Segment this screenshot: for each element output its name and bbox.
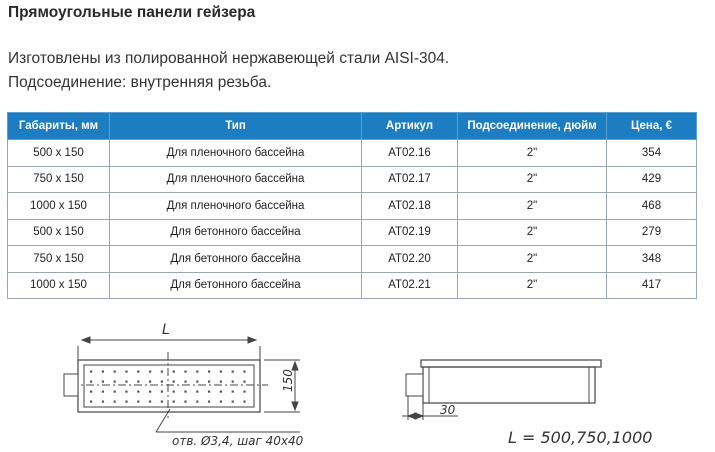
perforation-hole <box>184 381 186 383</box>
perforation-hole <box>149 401 151 403</box>
length-label: L <box>162 322 170 338</box>
cell-price: 348 <box>607 246 697 273</box>
perforation-hole <box>184 401 186 403</box>
cell-type: Для пленочного бассейна <box>110 166 362 193</box>
header-dimensions: Габариты, мм <box>8 113 110 140</box>
cell-connection: 2" <box>458 272 607 299</box>
perforation-hole <box>114 391 116 393</box>
holes-note: отв. Ø3,4, шаг 40x40 <box>172 434 304 448</box>
cell-price: 429 <box>607 166 697 193</box>
header-price: Цена, € <box>607 113 697 140</box>
perforation-hole <box>125 401 127 403</box>
cell-type: Для бетонного бассейна <box>110 272 362 299</box>
header-connection: Подсоединение, дюйм <box>458 113 607 140</box>
cell-dimensions: 500 x 150 <box>8 219 110 246</box>
cell-type: Для пленочного бассейна <box>110 140 362 167</box>
cell-article: AT02.20 <box>362 246 458 273</box>
perforation-hole <box>196 401 198 403</box>
perforation-hole <box>220 371 222 373</box>
cell-dimensions: 750 x 150 <box>8 246 110 273</box>
perforation-hole <box>196 391 198 393</box>
perforation-hole <box>90 391 92 393</box>
perforation-hole <box>90 401 92 403</box>
cell-article: AT02.17 <box>362 166 458 193</box>
cell-article: AT02.16 <box>362 140 458 167</box>
perforation-hole <box>173 371 175 373</box>
perforation-hole <box>125 371 127 373</box>
perforation-hole <box>102 391 104 393</box>
perforation-hole <box>243 371 245 373</box>
cell-connection: 2" <box>458 219 607 246</box>
perforation-hole <box>208 391 210 393</box>
offset-dimension-label: 30 <box>440 403 456 417</box>
cell-price: 279 <box>607 219 697 246</box>
cell-type: Для бетонного бассейна <box>110 246 362 273</box>
perforation-hole <box>114 381 116 383</box>
cell-connection: 2" <box>458 193 607 220</box>
perforation-hole <box>102 371 104 373</box>
cell-dimensions: 1000 x 150 <box>8 193 110 220</box>
perforation-hole <box>232 391 234 393</box>
perforation-hole <box>161 371 163 373</box>
cell-dimensions: 750 x 150 <box>8 166 110 193</box>
perforation-hole <box>208 381 210 383</box>
perforation-hole <box>161 401 163 403</box>
perforation-hole <box>243 391 245 393</box>
cell-dimensions: 1000 x 150 <box>8 272 110 299</box>
perforation-hole <box>196 381 198 383</box>
perforation-hole <box>149 371 151 373</box>
cell-article: AT02.21 <box>362 272 458 299</box>
description-material: Изготовлены из полированной нержавеющей стали AISI-304. <box>8 50 450 67</box>
cell-dimensions: 500 x 150 <box>8 140 110 167</box>
cell-type: Для пленочного бассейна <box>110 193 362 220</box>
perforation-hole <box>208 371 210 373</box>
perforation-hole <box>149 381 151 383</box>
page-title: Прямоугольные панели гейзера <box>8 4 256 21</box>
perforation-hole <box>137 371 139 373</box>
perforation-hole <box>184 391 186 393</box>
cell-price: 417 <box>607 272 697 299</box>
perforation-hole <box>208 401 210 403</box>
cell-article: AT02.18 <box>362 193 458 220</box>
cell-article: AT02.19 <box>362 219 458 246</box>
perforation-hole <box>196 371 198 373</box>
cell-price: 354 <box>607 140 697 167</box>
cell-connection: 2" <box>458 140 607 167</box>
height-label: 150 <box>281 369 295 392</box>
perforation-hole <box>243 381 245 383</box>
perforation-hole <box>90 381 92 383</box>
perforation-hole <box>102 381 104 383</box>
cell-connection: 2" <box>458 166 607 193</box>
perforation-hole <box>90 371 92 373</box>
front-view-drawing <box>64 337 300 432</box>
perforation-hole <box>173 391 175 393</box>
perforation-hole <box>149 391 151 393</box>
perforation-hole <box>114 371 116 373</box>
perforation-hole <box>125 391 127 393</box>
cell-price: 468 <box>607 193 697 220</box>
perforation-hole <box>137 401 139 403</box>
header-article: Артикул <box>362 113 458 140</box>
perforation-hole <box>173 381 175 383</box>
side-view-drawing <box>402 360 601 420</box>
perforation-hole <box>137 381 139 383</box>
header-type: Тип <box>110 113 362 140</box>
perforation-hole <box>137 391 139 393</box>
description-connection: Подсоединение: внутренняя резьба. <box>8 74 272 91</box>
perforation-hole <box>125 381 127 383</box>
perforation-hole <box>220 391 222 393</box>
perforation-hole <box>114 401 116 403</box>
perforation-hole <box>232 401 234 403</box>
perforation-hole <box>232 371 234 373</box>
perforation-hole <box>161 391 163 393</box>
perforation-hole <box>161 381 163 383</box>
cell-type: Для бетонного бассейна <box>110 219 362 246</box>
perforation-hole <box>220 381 222 383</box>
cell-connection: 2" <box>458 246 607 273</box>
perforation-hole <box>220 401 222 403</box>
perforation-hole <box>243 401 245 403</box>
length-values: L = 500,750,1000 <box>508 428 653 447</box>
perforation-hole <box>232 381 234 383</box>
perforation-hole <box>173 401 175 403</box>
perforation-hole <box>102 401 104 403</box>
perforation-hole <box>184 371 186 373</box>
